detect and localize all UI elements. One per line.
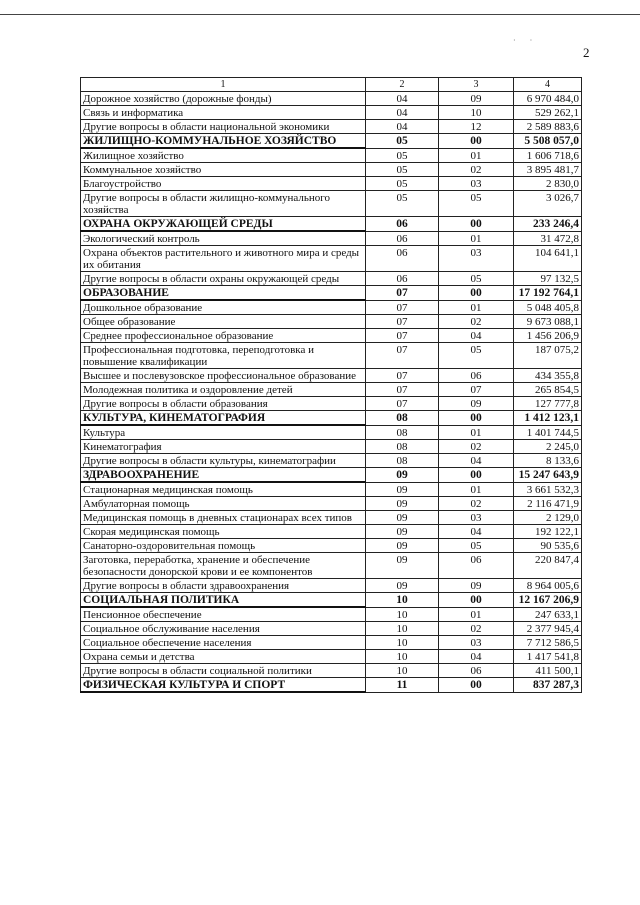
row-section-code: 10 — [366, 622, 439, 636]
row-section-code: 07 — [366, 343, 439, 369]
row-amount: 104 641,1 — [514, 246, 582, 272]
row-amount: 6 970 484,0 — [514, 92, 582, 106]
top-rule — [0, 14, 640, 15]
row-section-code: 10 — [366, 636, 439, 650]
row-name: КУЛЬТУРА, КИНЕМАТОГРАФИЯ — [81, 411, 366, 426]
row-subsection-code: 04 — [439, 650, 514, 664]
table-row — [81, 231, 582, 246]
row-subsection-code: 02 — [439, 163, 514, 177]
row-amount: 15 247 643,9 — [514, 468, 582, 483]
row-name: Пенсионное обеспечение — [81, 607, 366, 622]
row-amount: 5 048 405,8 — [514, 300, 582, 315]
row-name: Охрана семьи и детства — [81, 650, 366, 664]
row-section-code: 09 — [366, 497, 439, 511]
table-row — [81, 397, 582, 411]
row-name: ОБРАЗОВАНИЕ — [81, 286, 366, 301]
table-row — [81, 106, 582, 120]
row-amount: 411 500,1 — [514, 664, 582, 678]
row-name: Другие вопросы в области здравоохранения — [81, 579, 366, 593]
table-row — [81, 163, 582, 177]
row-section-code: 07 — [366, 369, 439, 383]
row-subsection-code: 00 — [439, 411, 514, 426]
row-name: Высшее и послевузовское профессиональное образование — [81, 369, 366, 383]
row-amount: 233 246,4 — [514, 217, 582, 232]
row-name: Молодежная политика и оздоровление детей — [81, 383, 366, 397]
table-row — [81, 579, 582, 593]
row-amount: 247 633,1 — [514, 607, 582, 622]
table-row — [81, 177, 582, 191]
row-subsection-code: 05 — [439, 191, 514, 217]
row-subsection-code: 01 — [439, 300, 514, 315]
row-subsection-code: 00 — [439, 593, 514, 608]
header-col-4: 4 — [514, 78, 582, 92]
row-name: СОЦИАЛЬНАЯ ПОЛИТИКА — [81, 593, 366, 608]
table-row — [81, 343, 582, 369]
row-name: Благоустройство — [81, 177, 366, 191]
row-name: Амбулаторная помощь — [81, 497, 366, 511]
scan-specks: · · — [513, 36, 539, 45]
row-amount: 265 854,5 — [514, 383, 582, 397]
row-subsection-code: 05 — [439, 272, 514, 286]
table-row — [81, 272, 582, 286]
row-amount: 529 262,1 — [514, 106, 582, 120]
row-subsection-code: 04 — [439, 525, 514, 539]
row-name: Другие вопросы в области культуры, кинематографии — [81, 454, 366, 468]
header-col-2: 2 — [366, 78, 439, 92]
page-number: 2 — [583, 45, 590, 60]
row-amount: 12 167 206,9 — [514, 593, 582, 608]
row-amount: 220 847,4 — [514, 553, 582, 579]
row-section-code: 09 — [366, 482, 439, 497]
row-subsection-code: 05 — [439, 539, 514, 553]
row-subsection-code: 01 — [439, 607, 514, 622]
table-row — [81, 246, 582, 272]
row-section-code: 10 — [366, 593, 439, 608]
row-section-code: 09 — [366, 539, 439, 553]
row-subsection-code: 02 — [439, 440, 514, 454]
row-section-code: 07 — [366, 315, 439, 329]
row-section-code: 05 — [366, 163, 439, 177]
table-row — [81, 553, 582, 579]
table-row — [81, 383, 582, 397]
section-row — [81, 411, 582, 426]
section-row — [81, 593, 582, 608]
row-name: Охрана объектов растительного и животного мира и среды их обитания — [81, 246, 366, 272]
table-row — [81, 650, 582, 664]
row-subsection-code: 09 — [439, 397, 514, 411]
row-subsection-code: 06 — [439, 369, 514, 383]
row-name: Другие вопросы в области жилищно-коммунального хозяйства — [81, 191, 366, 217]
row-name: Общее образование — [81, 315, 366, 329]
row-amount: 837 287,3 — [514, 678, 582, 693]
row-name: Жилищное хозяйство — [81, 148, 366, 163]
row-section-code: 11 — [366, 678, 439, 693]
row-amount: 1 412 123,1 — [514, 411, 582, 426]
table-row — [81, 440, 582, 454]
row-amount: 2 830,0 — [514, 177, 582, 191]
row-name: Экологический контроль — [81, 231, 366, 246]
row-section-code: 06 — [366, 231, 439, 246]
row-subsection-code: 01 — [439, 482, 514, 497]
row-subsection-code: 03 — [439, 511, 514, 525]
row-amount: 1 456 206,9 — [514, 329, 582, 343]
row-section-code: 08 — [366, 411, 439, 426]
row-subsection-code: 10 — [439, 106, 514, 120]
row-name: Стационарная медицинская помощь — [81, 482, 366, 497]
row-subsection-code: 01 — [439, 148, 514, 163]
table-row — [81, 525, 582, 539]
section-row — [81, 134, 582, 149]
table-row — [81, 636, 582, 650]
row-amount: 2 589 883,6 — [514, 120, 582, 134]
row-section-code: 07 — [366, 397, 439, 411]
row-subsection-code: 01 — [439, 231, 514, 246]
table-row — [81, 369, 582, 383]
row-amount: 17 192 764,1 — [514, 286, 582, 301]
row-amount: 3 661 532,3 — [514, 482, 582, 497]
row-subsection-code: 04 — [439, 329, 514, 343]
row-amount: 2 245,0 — [514, 440, 582, 454]
row-name: Профессиональная подготовка, переподготовка и повышение квалификации — [81, 343, 366, 369]
table-row — [81, 148, 582, 163]
row-subsection-code: 02 — [439, 622, 514, 636]
row-name: Скорая медицинская помощь — [81, 525, 366, 539]
table-row — [81, 315, 582, 329]
row-amount: 1 417 541,8 — [514, 650, 582, 664]
row-section-code: 04 — [366, 120, 439, 134]
row-name: Кинематография — [81, 440, 366, 454]
row-section-code: 08 — [366, 454, 439, 468]
table-row — [81, 425, 582, 440]
row-subsection-code: 12 — [439, 120, 514, 134]
row-subsection-code: 00 — [439, 134, 514, 149]
table-row — [81, 120, 582, 134]
table-row — [81, 300, 582, 315]
row-amount: 434 355,8 — [514, 369, 582, 383]
header-col-1: 1 — [81, 78, 366, 92]
row-section-code: 06 — [366, 272, 439, 286]
row-subsection-code: 00 — [439, 286, 514, 301]
row-subsection-code: 03 — [439, 636, 514, 650]
budget-table — [80, 77, 582, 693]
row-section-code: 05 — [366, 148, 439, 163]
header-col-3: 3 — [439, 78, 514, 92]
table-row — [81, 539, 582, 553]
row-name: Коммунальное хозяйство — [81, 163, 366, 177]
row-section-code: 05 — [366, 191, 439, 217]
row-amount: 127 777,8 — [514, 397, 582, 411]
row-subsection-code: 04 — [439, 454, 514, 468]
row-name: Другие вопросы в области образования — [81, 397, 366, 411]
row-name: Другие вопросы в области социальной политики — [81, 664, 366, 678]
row-section-code: 09 — [366, 579, 439, 593]
row-amount: 3 026,7 — [514, 191, 582, 217]
row-subsection-code: 03 — [439, 177, 514, 191]
row-name: Связь и информатика — [81, 106, 366, 120]
table-row — [81, 607, 582, 622]
row-name: ОХРАНА ОКРУЖАЮЩЕЙ СРЕДЫ — [81, 217, 366, 232]
row-section-code: 09 — [366, 468, 439, 483]
row-section-code: 04 — [366, 106, 439, 120]
row-subsection-code: 00 — [439, 217, 514, 232]
row-amount: 9 673 088,1 — [514, 315, 582, 329]
row-section-code: 10 — [366, 607, 439, 622]
row-amount: 3 895 481,7 — [514, 163, 582, 177]
row-name: ФИЗИЧЕСКАЯ КУЛЬТУРА И СПОРТ — [81, 678, 366, 693]
row-name: Санаторно-оздоровительная помощь — [81, 539, 366, 553]
row-section-code: 05 — [366, 134, 439, 149]
row-subsection-code: 01 — [439, 425, 514, 440]
row-amount: 8 133,6 — [514, 454, 582, 468]
row-subsection-code: 06 — [439, 664, 514, 678]
row-subsection-code: 07 — [439, 383, 514, 397]
row-name: ЖИЛИЩНО-КОММУНАЛЬНОЕ ХОЗЯЙСТВО — [81, 134, 366, 149]
row-amount: 1 606 718,6 — [514, 148, 582, 163]
table-row — [81, 511, 582, 525]
row-section-code: 06 — [366, 217, 439, 232]
row-amount: 90 535,6 — [514, 539, 582, 553]
row-subsection-code: 09 — [439, 579, 514, 593]
row-section-code: 09 — [366, 525, 439, 539]
table-row — [81, 454, 582, 468]
row-name: Медицинская помощь в дневных стационарах всех типов — [81, 511, 366, 525]
row-amount: 97 132,5 — [514, 272, 582, 286]
row-amount: 31 472,8 — [514, 231, 582, 246]
table-row — [81, 497, 582, 511]
row-section-code: 06 — [366, 246, 439, 272]
row-section-code: 09 — [366, 511, 439, 525]
row-amount: 2 116 471,9 — [514, 497, 582, 511]
table-row — [81, 482, 582, 497]
section-row — [81, 678, 582, 693]
table-row — [81, 92, 582, 106]
row-name: Другие вопросы в области национальной экономики — [81, 120, 366, 134]
row-subsection-code: 03 — [439, 246, 514, 272]
row-section-code: 08 — [366, 440, 439, 454]
row-section-code: 04 — [366, 92, 439, 106]
row-section-code: 07 — [366, 383, 439, 397]
row-name: Культура — [81, 425, 366, 440]
row-section-code: 07 — [366, 300, 439, 315]
row-section-code: 09 — [366, 553, 439, 579]
row-name: ЗДРАВООХРАНЕНИЕ — [81, 468, 366, 483]
table-row — [81, 622, 582, 636]
row-amount: 1 401 744,5 — [514, 425, 582, 440]
row-subsection-code: 09 — [439, 92, 514, 106]
section-row — [81, 286, 582, 301]
row-amount: 192 122,1 — [514, 525, 582, 539]
row-name: Заготовка, переработка, хранение и обеспечение безопасности донорской крови и ее компонентов — [81, 553, 366, 579]
row-section-code: 05 — [366, 177, 439, 191]
row-name: Социальное обеспечение населения — [81, 636, 366, 650]
row-subsection-code: 05 — [439, 343, 514, 369]
row-amount: 2 129,0 — [514, 511, 582, 525]
row-section-code: 10 — [366, 664, 439, 678]
row-amount: 5 508 057,0 — [514, 134, 582, 149]
table-row — [81, 664, 582, 678]
row-name: Дорожное хозяйство (дорожные фонды) — [81, 92, 366, 106]
row-subsection-code: 00 — [439, 468, 514, 483]
row-subsection-code: 06 — [439, 553, 514, 579]
table-row — [81, 329, 582, 343]
row-section-code: 07 — [366, 286, 439, 301]
row-subsection-code: 02 — [439, 315, 514, 329]
row-amount: 2 377 945,4 — [514, 622, 582, 636]
row-name: Социальное обслуживание населения — [81, 622, 366, 636]
table-header-row — [81, 78, 582, 92]
section-row — [81, 468, 582, 483]
row-name: Среднее профессиональное образование — [81, 329, 366, 343]
row-section-code: 08 — [366, 425, 439, 440]
row-amount: 8 964 005,6 — [514, 579, 582, 593]
row-name: Дошкольное образование — [81, 300, 366, 315]
row-section-code: 07 — [366, 329, 439, 343]
table-row — [81, 191, 582, 217]
row-subsection-code: 00 — [439, 678, 514, 693]
row-section-code: 10 — [366, 650, 439, 664]
row-amount: 187 075,2 — [514, 343, 582, 369]
row-name: Другие вопросы в области охраны окружающей среды — [81, 272, 366, 286]
row-subsection-code: 02 — [439, 497, 514, 511]
row-amount: 7 712 586,5 — [514, 636, 582, 650]
section-row — [81, 217, 582, 232]
